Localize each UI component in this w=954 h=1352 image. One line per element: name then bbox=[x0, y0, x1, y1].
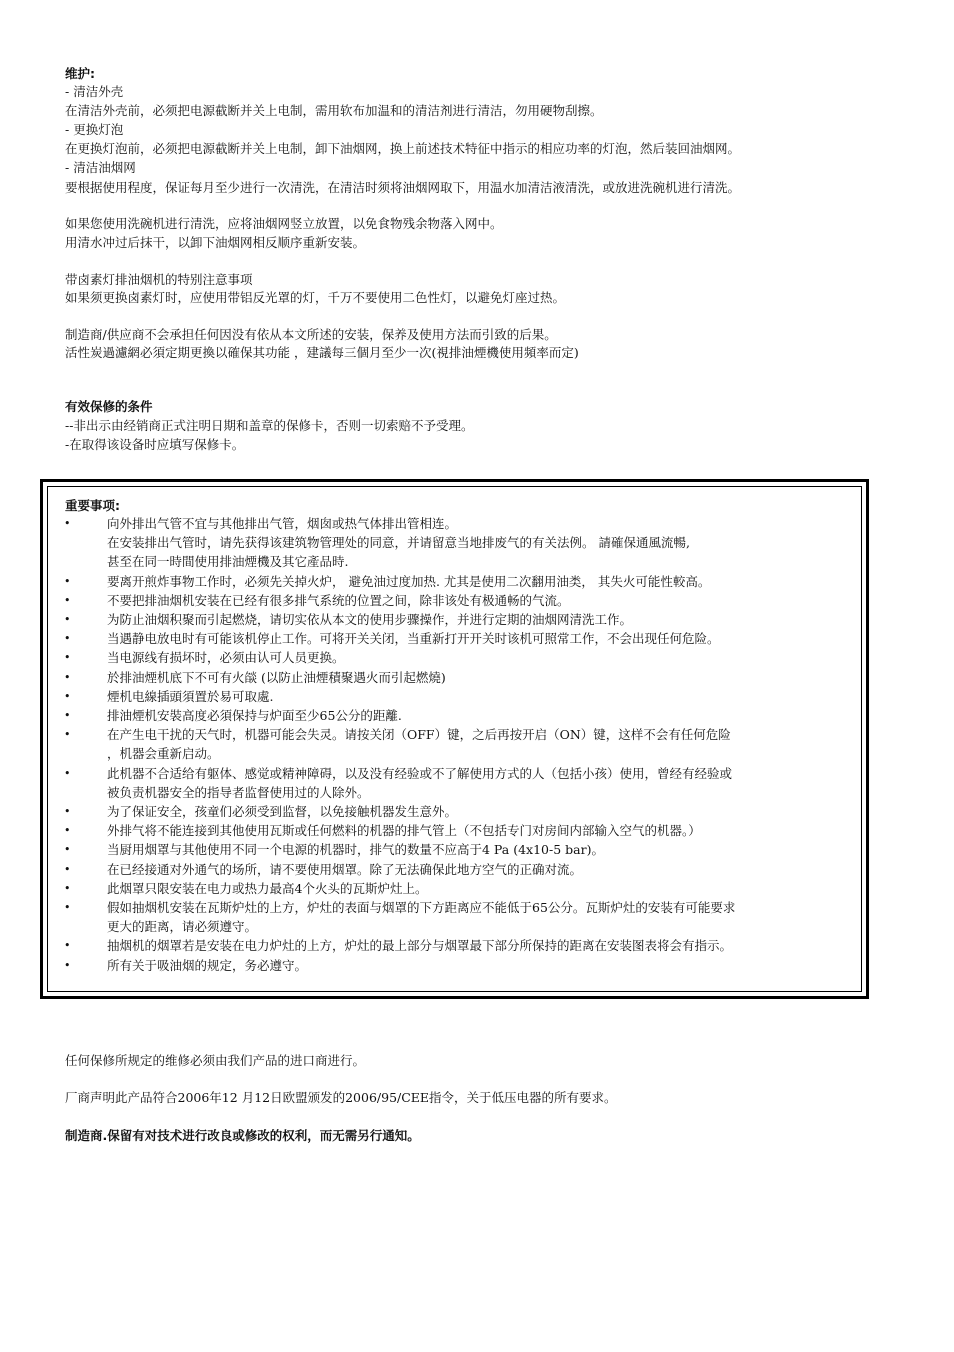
notice-item-line: 所有关于吸油烟的规定，务必遵守。 bbox=[107, 957, 308, 973]
notice-item-line: 假如抽烟机安装在瓦斯炉灶的上方，炉灶的表面与烟罩的下方距离应不能低于65公分。瓦斯炉灶的安装有可能要求 bbox=[107, 900, 736, 915]
notice-item-line: 当电源线有损坏时，必须由认可人员更换。 bbox=[107, 650, 345, 666]
notice-item-line: ，机器会重新启动。 bbox=[107, 746, 220, 762]
warranty-line-1: --非出示由经销商正式注明日期和盖章的保修卡，否则一切索赔不予受理。 bbox=[65, 418, 474, 433]
notice-item-line: 为了保证安全，孩童们必须受到监督，以免接触机器发生意外。 bbox=[107, 804, 458, 819]
clean-filter-heading: - 清洁油烟网 bbox=[65, 160, 136, 175]
notice-item-line: 更大的距离，请必须遵守。 bbox=[107, 919, 258, 935]
halogen-text: 如果须更换卤素灯时，应使用带铝反光罩的灯，千万不要使用二色性灯，以避免灯座过热。 bbox=[65, 290, 566, 305]
clean-housing-text: 在清洁外壳前，必须把电源截断并关上电制，需用软布加温和的清洁剂进行清洁，勿用硬物刮擦。 bbox=[65, 103, 603, 118]
notice-item-line: 当遇静电放电时有可能该机停止工作。可将开关关闭，当重新打开开关时该机可照常工作，不会出现任何危险。 bbox=[107, 631, 720, 647]
carbon-filter-text: 活性炭過濾網必須定期更換以確保其功能 ，建議每三個月至少一次(視排油煙機使用頻率而定) bbox=[65, 345, 579, 360]
notice-item-line: 甚至在同一時間使用排油煙機及其它產品時. bbox=[107, 554, 349, 570]
notice-item-line: 向外排出气管不宜与其他排出气管，烟囱或热气体排出管相连。 bbox=[107, 516, 458, 531]
bullet-icon: • bbox=[64, 651, 71, 665]
bullet-icon: • bbox=[64, 632, 71, 646]
replace-bulb-heading: - 更换灯泡 bbox=[65, 122, 124, 137]
bullet-icon: • bbox=[64, 670, 71, 684]
bullet-icon: • bbox=[64, 958, 71, 972]
notice-item-line: 煙机电線插頭須置於易可取處. bbox=[107, 688, 274, 704]
notice-item-line: 此烟罩只限安装在电力或热力最高4个火头的瓦斯炉灶上。 bbox=[107, 880, 428, 896]
bullet-icon: • bbox=[64, 613, 71, 626]
bullet-icon: • bbox=[64, 939, 71, 953]
bullet-icon: • bbox=[64, 901, 71, 914]
bullet-icon: • bbox=[64, 824, 71, 838]
bullet-icon: • bbox=[64, 593, 71, 607]
bullet-icon: • bbox=[64, 709, 71, 722]
bullet-icon: • bbox=[64, 862, 71, 876]
notice-item-line: 不要把排油烟机安装在已经有很多排气系统的位置之间，除非该处有极通畅的气流。 bbox=[107, 592, 570, 608]
repair-text: 任何保修所规定的维修必须由我们产品的进口商进行。 bbox=[65, 1053, 366, 1068]
notice-item-line: 被负责机器安全的指导者监督使用过的人除外。 bbox=[107, 784, 370, 800]
compliance-text: 厂商声明此产品符合2006年12 月12日欧盟颁发的2006/95/CEE指令，关于低压电器的所有要求。 bbox=[65, 1090, 617, 1105]
rights-text: 制造商.保留有对技术进行改良或修改的权利，而无需另行通知。 bbox=[65, 1128, 420, 1143]
notice-item-line: 排油煙机安裝高度必須保持与炉面至少65公分的距離. bbox=[107, 708, 402, 723]
bullet-icon: • bbox=[64, 843, 71, 857]
bullet-icon: • bbox=[64, 728, 71, 742]
notice-item-line: 在产生电干扰的天气时，机器可能会失灵。请按关闭（OFF）键，之后再按开启（ON）键，这样不会有任何危险 bbox=[107, 727, 731, 743]
notice-item-line: 为防止油烟积聚而引起燃烧，请切实依从本文的使用步骤操作，并进行定期的油烟网清洗工作。 bbox=[107, 612, 633, 627]
maintenance-title: 维护: bbox=[65, 66, 95, 81]
bullet-icon: • bbox=[64, 766, 71, 780]
notice-item-line: 此机器不合适给有躯体、感觉或精神障碍，以及没有经验或不了解使用方式的人（包括小孩）使用，曾经有经验或 bbox=[107, 765, 733, 781]
halogen-heading: 带卤素灯排油烟机的特别注意事项 bbox=[65, 272, 253, 287]
warranty-line-2: -在取得该设备时应填写保修卡。 bbox=[65, 437, 245, 452]
bullet-icon: • bbox=[64, 689, 71, 703]
dishwasher-line-2: 用清水冲过后抹干，以卸下油烟网相反顺序重新安装。 bbox=[65, 235, 366, 250]
bullet-icon: • bbox=[64, 517, 71, 530]
notice-item-line: 当厨用烟罩与其他使用不同一个电源的机器时，排气的数量不应高于4 Pa (4x10-5 bar)。 bbox=[107, 842, 604, 858]
notice-title: 重要事项: bbox=[65, 498, 120, 513]
notice-item-line: 於排油煙机底下不可有火燄 (以防止油煙積聚遇火而引起燃燒) bbox=[107, 669, 446, 685]
clean-housing-heading: - 清洁外壳 bbox=[65, 84, 124, 99]
bullet-icon: • bbox=[64, 881, 71, 895]
liability-text: 制造商/供应商不会承担任何因没有依从本文所述的安装，保养及使用方法而引致的后果。 bbox=[65, 327, 557, 342]
bullet-icon: • bbox=[64, 805, 71, 818]
notice-item-line: 在已经接通对外通气的场所，请不要使用烟罩。除了无法确保此地方空气的正确对流。 bbox=[107, 861, 583, 877]
bullet-icon: • bbox=[64, 574, 71, 588]
warranty-title: 有效保修的条件 bbox=[65, 399, 153, 414]
clean-filter-text: 要根据使用程度，保证每月至少进行一次清洗，在清洁时须将油烟网取下，用温水加清洁液清洗，或放进洗碗机进行清洗。 bbox=[65, 180, 741, 195]
dishwasher-line-1: 如果您使用洗碗机进行清洗，应将油烟网竖立放置，以免食物残余物落入网中。 bbox=[65, 216, 503, 231]
replace-bulb-text: 在更换灯泡前，必须把电源截断并关上电制，卸下油烟网，换上前述技术特征中指示的相应功率的灯泡，然后装回油烟网。 bbox=[65, 141, 741, 156]
notice-item-line: 在安装排出气管时，请先获得该建筑物管理处的同意，并请留意当地排废气的有关法例。 請確保通風流暢, bbox=[107, 535, 690, 551]
notice-item-line: 要离开煎炸事物工作时，必须先关掉火炉， 避免油过度加热. 尤其是使用二次翻用油类， 其失火可能性較高。 bbox=[107, 573, 711, 589]
notice-item-line: 外排气将不能连接到其他使用瓦斯或任何燃料的机器的排气管上（不包括专门对房间内部输入空气的机器。） bbox=[107, 823, 701, 839]
notice-item-line: 抽烟机的烟罩若是安装在电力炉灶的上方，炉灶的最上部分与烟罩最下部分所保持的距离在安装图表将会有指示。 bbox=[107, 938, 733, 954]
